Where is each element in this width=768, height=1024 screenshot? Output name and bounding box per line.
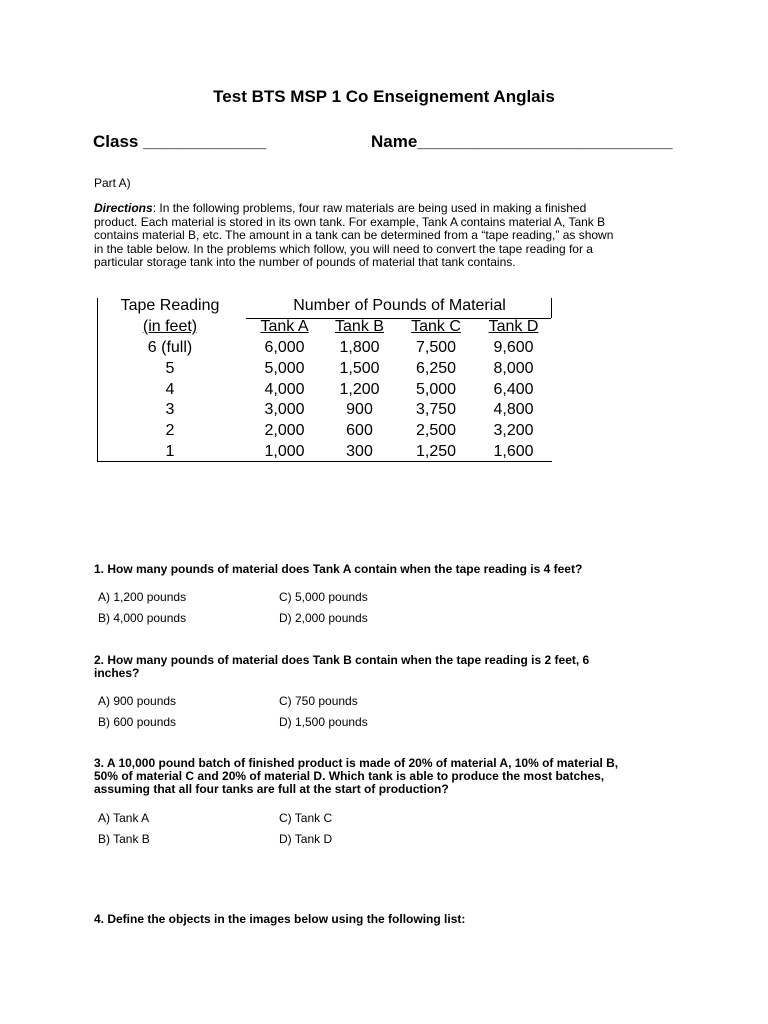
header-pounds: Number of Pounds of Material	[293, 297, 506, 314]
header-tape-reading: Tape Reading	[120, 297, 220, 314]
directions-line: product. Each material is stored in its own tank. For example, Tank A contains material A, Tank B	[94, 214, 606, 229]
table-cell: 3,750	[415, 401, 457, 418]
question-text: 4. Define the objects in the images below using the following list:	[94, 912, 466, 926]
column-header-tank-c: Tank C	[411, 318, 461, 335]
table-cell: 7,500	[415, 339, 457, 356]
table-cell: 4	[165, 381, 175, 398]
table-cell: 9,600	[493, 339, 534, 356]
table-cell: 1	[165, 443, 175, 460]
option-b: B) Tank B	[98, 832, 150, 846]
class-label: Class	[93, 132, 139, 151]
table-border-left	[97, 298, 98, 462]
table-cell: 3	[165, 401, 175, 418]
part-label: Part A)	[94, 176, 131, 190]
option-a: A) 1,200 pounds	[98, 590, 187, 604]
table-cell: 2,000	[264, 422, 305, 439]
directions-line: in the table below. In the problems which follow, you will need to convert the tape reading for a	[94, 241, 593, 256]
directions-line: particular storage tank into the number of pounds of material that tank contains.	[94, 255, 516, 269]
option-c: C) 750 pounds	[279, 694, 358, 708]
directions-line: : In the following problems, four raw materials are being used in making a finished	[152, 201, 587, 215]
question-text: 3. A 10,000 pound batch of finished product is made of 20% of material A, 10% of material B,	[94, 756, 619, 770]
option-c: C) Tank C	[279, 811, 333, 825]
table-cell: 1,800	[339, 339, 380, 356]
table-cell: 4,800	[493, 401, 534, 418]
tape-reading-table	[97, 296, 553, 462]
table-cell: 300	[346, 443, 373, 460]
table-cell: 1,250	[415, 443, 457, 460]
name-field	[371, 132, 673, 152]
page-title: Test BTS MSP 1 Co Enseignement Anglais	[213, 87, 555, 106]
table-cell: 8,000	[493, 360, 534, 377]
class-field	[93, 132, 266, 152]
column-header-tank-d: Tank D	[488, 318, 539, 335]
table-cell: 1,500	[339, 360, 380, 377]
option-d: D) Tank D	[279, 832, 333, 846]
table-cell: 900	[346, 401, 373, 418]
directions-paragraph	[94, 202, 664, 270]
option-d: D) 2,000 pounds	[279, 611, 368, 625]
table-cell: 3,200	[493, 422, 534, 439]
table-cell: 4,000	[264, 381, 305, 398]
column-header-tank-a: Tank A	[260, 318, 309, 335]
question-1	[94, 563, 669, 576]
table-cell: 600	[346, 422, 373, 439]
class-blank: _____________	[143, 132, 267, 151]
table-cell: 6,000	[264, 339, 305, 356]
question-text: 2. How many pounds of material does Tank B contain when the tape reading is 2 feet, 6	[94, 653, 590, 667]
name-label: Name	[371, 132, 418, 151]
table-cell: 6,250	[415, 360, 457, 377]
question-2	[94, 654, 669, 680]
option-a: A) Tank A	[98, 811, 150, 825]
question-text: inches?	[94, 666, 140, 680]
directions-label: Directions	[94, 201, 153, 215]
question-text: assuming that all four tanks are full at the start of production?	[94, 782, 449, 796]
table-cell: 5,000	[264, 360, 305, 377]
option-a: A) 900 pounds	[98, 694, 177, 708]
table-cell: 2	[165, 422, 175, 439]
question-3	[94, 757, 669, 796]
question-4	[94, 913, 669, 926]
question-text: 50% of material C and 20% of material D. Which tank is able to produce the most batches,	[94, 769, 605, 783]
table-cell: 5	[165, 360, 175, 377]
question-text: 1. How many pounds of material does Tank A contain when the tape reading is 4 feet?	[94, 562, 583, 576]
column-header-tank-b: Tank B	[335, 318, 384, 335]
name-blank: ___________________________	[417, 132, 673, 151]
option-b: B) 4,000 pounds	[98, 611, 187, 625]
table-cell: 1,600	[493, 443, 534, 460]
header-in-feet: (in feet)	[142, 318, 198, 335]
option-b: B) 600 pounds	[98, 715, 177, 729]
option-d: D) 1,500 pounds	[279, 715, 368, 729]
table-cell: 3,000	[264, 401, 305, 418]
table-cell: 6,400	[493, 381, 534, 398]
table-cell: 1,000	[264, 443, 305, 460]
option-c: C) 5,000 pounds	[279, 590, 368, 604]
table-cell: 1,200	[339, 381, 380, 398]
table-cell: 6 (full)	[147, 339, 193, 356]
table-cell: 2,500	[415, 422, 457, 439]
table-border-right	[551, 298, 552, 318]
table-cell: 5,000	[415, 381, 457, 398]
directions-line: contains material B, etc. The amount in a tank can be determined from a “tape reading,” as shown	[94, 228, 614, 242]
